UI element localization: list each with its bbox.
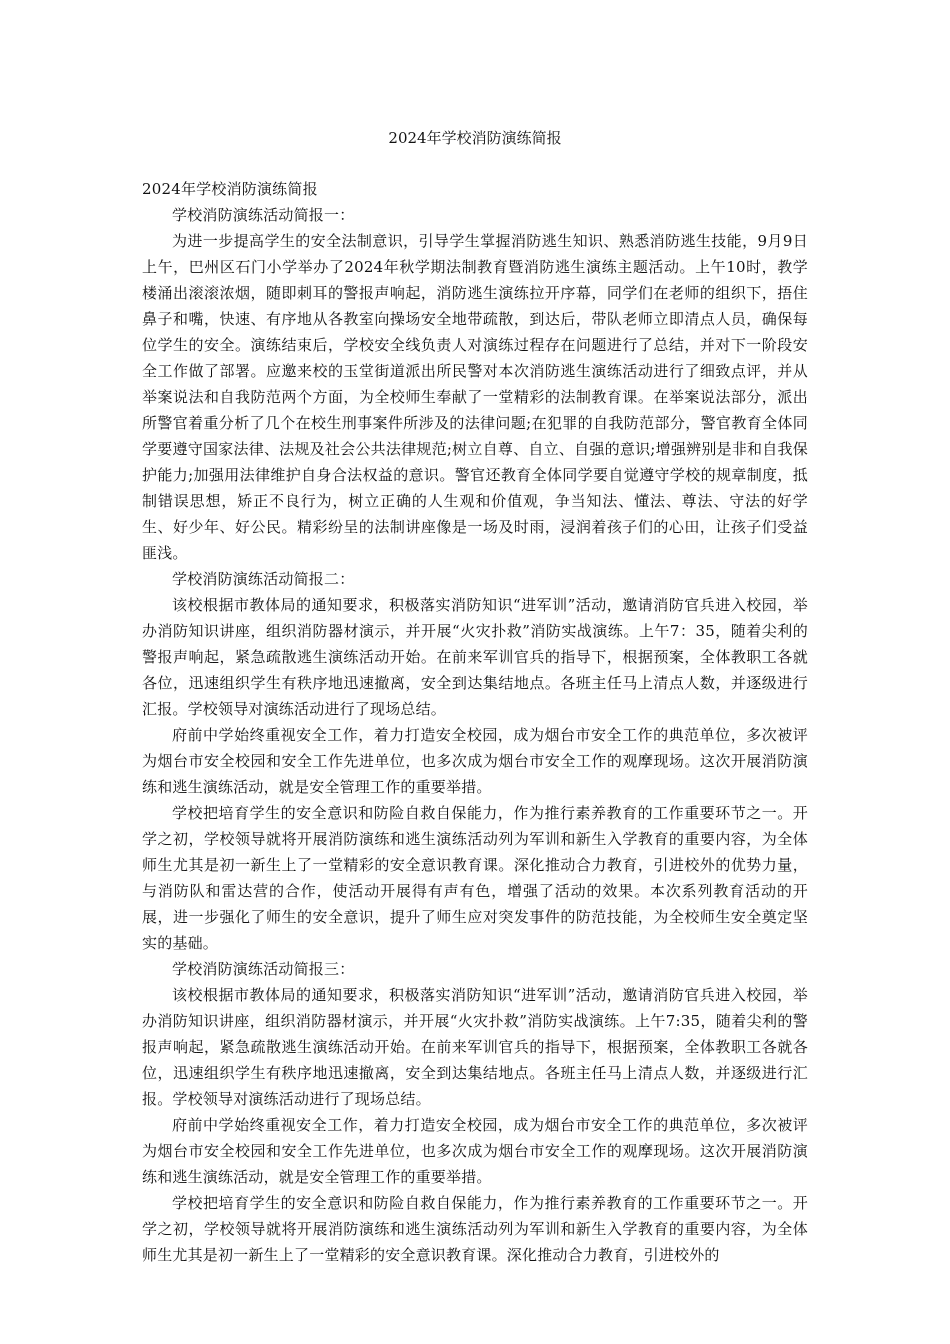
- document-subtitle: 2024年学校消防演练简报: [142, 180, 318, 198]
- paragraph: 府前中学始终重视安全工作，着力打造安全校园，成为烟台市安全工作的典范单位，多次被评为烟台市安全校园和安全工作先进单位，也多次成为烟台市安全工作的观摩现场。这次开展消防演练和逃生演练活动，就是安全管理工作的重要举措。: [142, 1116, 808, 1186]
- paragraph: 为进一步提高学生的安全法制意识，引导学生掌握消防逃生知识、熟悉消防逃生技能，9月9日上午，巴州区石门小学举办了2024年秋学期法制教育暨消防逃生演练主题活动。上午10时，教学楼涌出滚滚浓烟，随即刺耳的警报声响起，消防逃生演练拉开序幕，同学们在老师的组织下，捂住鼻子和嘴，快速、有序地从各教室向操场安全地带疏散，到达后，带队老师立即清点人员，确保每位学生的安全。演练结束后，学校安全线负责人对演练过程存在问题进行了总结，并对下一阶段安全工作做了部署。应邀来校的玉堂街道派出所民警对本次消防逃生演练活动进行了细致点评，并从举案说法和自我防范两个方面，为全校师生奉献了一堂精彩的法制教育课。在举案说法部分，派出所警官着重分析了几个在校生刑事案件所涉及的法律问题;在犯罪的自我防范部分，警官教育全体同学要遵守国家法律、法规及社会公共法律规范;树立自尊、自立、自强的意识;增强辨别是非和自我保护能力;加强用法律维护自身合法权益的意识。警官还教育全体同学要自觉遵守学校的规章制度，抵制错误思想，矫正不良行为，树立正确的人生观和价值观，争当知法、懂法、尊法、守法的好学生、好少年、好公民。精彩纷呈的法制讲座像是一场及时雨，浸润着孩子们的心田，让孩子们受益匪浅。: [142, 232, 808, 562]
- paragraph: 学校把培育学生的安全意识和防险自救自保能力，作为推行素养教育的工作重要环节之一。开学之初，学校领导就将开展消防演练和逃生演练活动列为军训和新生入学教育的重要内容，为全体师生尤其是初一新生上了一堂精彩的安全意识教育课。深化推动合力教育，引进校外的优势力量，与消防队和雷达营的合作，使活动开展得有声有色，增强了活动的效果。本次系列教育活动的开展，进一步强化了师生的安全意识，提升了师生应对突发事件的防范技能，为全校师生安全奠定坚实的基础。: [142, 804, 808, 952]
- section-heading-3: 学校消防演练活动简报三：: [172, 960, 355, 978]
- section-heading-1: 学校消防演练活动简报一：: [172, 206, 355, 224]
- section-heading-2: 学校消防演练活动简报二：: [172, 570, 355, 588]
- document-title: 2024年学校消防演练简报: [388, 129, 562, 147]
- paragraph: 府前中学始终重视安全工作，着力打造安全校园，成为烟台市安全工作的典范单位，多次被评为烟台市安全校园和安全工作先进单位，也多次成为烟台市安全工作的观摩现场。这次开展消防演练和逃生演练活动，就是安全管理工作的重要举措。: [142, 726, 808, 796]
- paragraph: 该校根据市教体局的通知要求，积极落实消防知识“进军训”活动，邀请消防官兵进入校园，举办消防知识讲座，组织消防器材演示，并开展“火灾扑救”消防实战演练。上午7:35，随着尖利的警报声响起，紧急疏散逃生演练活动开始。在前来军训官兵的指导下，根据预案，全体教职工各就各位，迅速组织学生有秩序地迅速撤离，安全到达集结地点。各班主任马上清点人数，并逐级进行汇报。学校领导对演练活动进行了现场总结。: [142, 986, 808, 1108]
- document-body: [142, 176, 808, 1268]
- paragraph: 该校根据市教体局的通知要求，积极落实消防知识“进军训”活动，邀请消防官兵进入校园，举办消防知识讲座，组织消防器材演示，并开展“火灾扑救”消防实战演练。上午7：35，随着尖利的警报声响起，紧急疏散逃生演练活动开始。在前来军训官兵的指导下，根据预案，全体教职工各就各位，迅速组织学生有秩序地迅速撤离，安全到达集结地点。各班主任马上清点人数，并逐级进行汇报。学校领导对演练活动进行了现场总结。: [142, 596, 808, 718]
- paragraph: 学校把培育学生的安全意识和防险自救自保能力，作为推行素养教育的工作重要环节之一。开学之初，学校领导就将开展消防演练和逃生演练活动列为军训和新生入学教育的重要内容，为全体师生尤其是初一新生上了一堂精彩的安全意识教育课。深化推动合力教育，引进校外的: [142, 1194, 808, 1264]
